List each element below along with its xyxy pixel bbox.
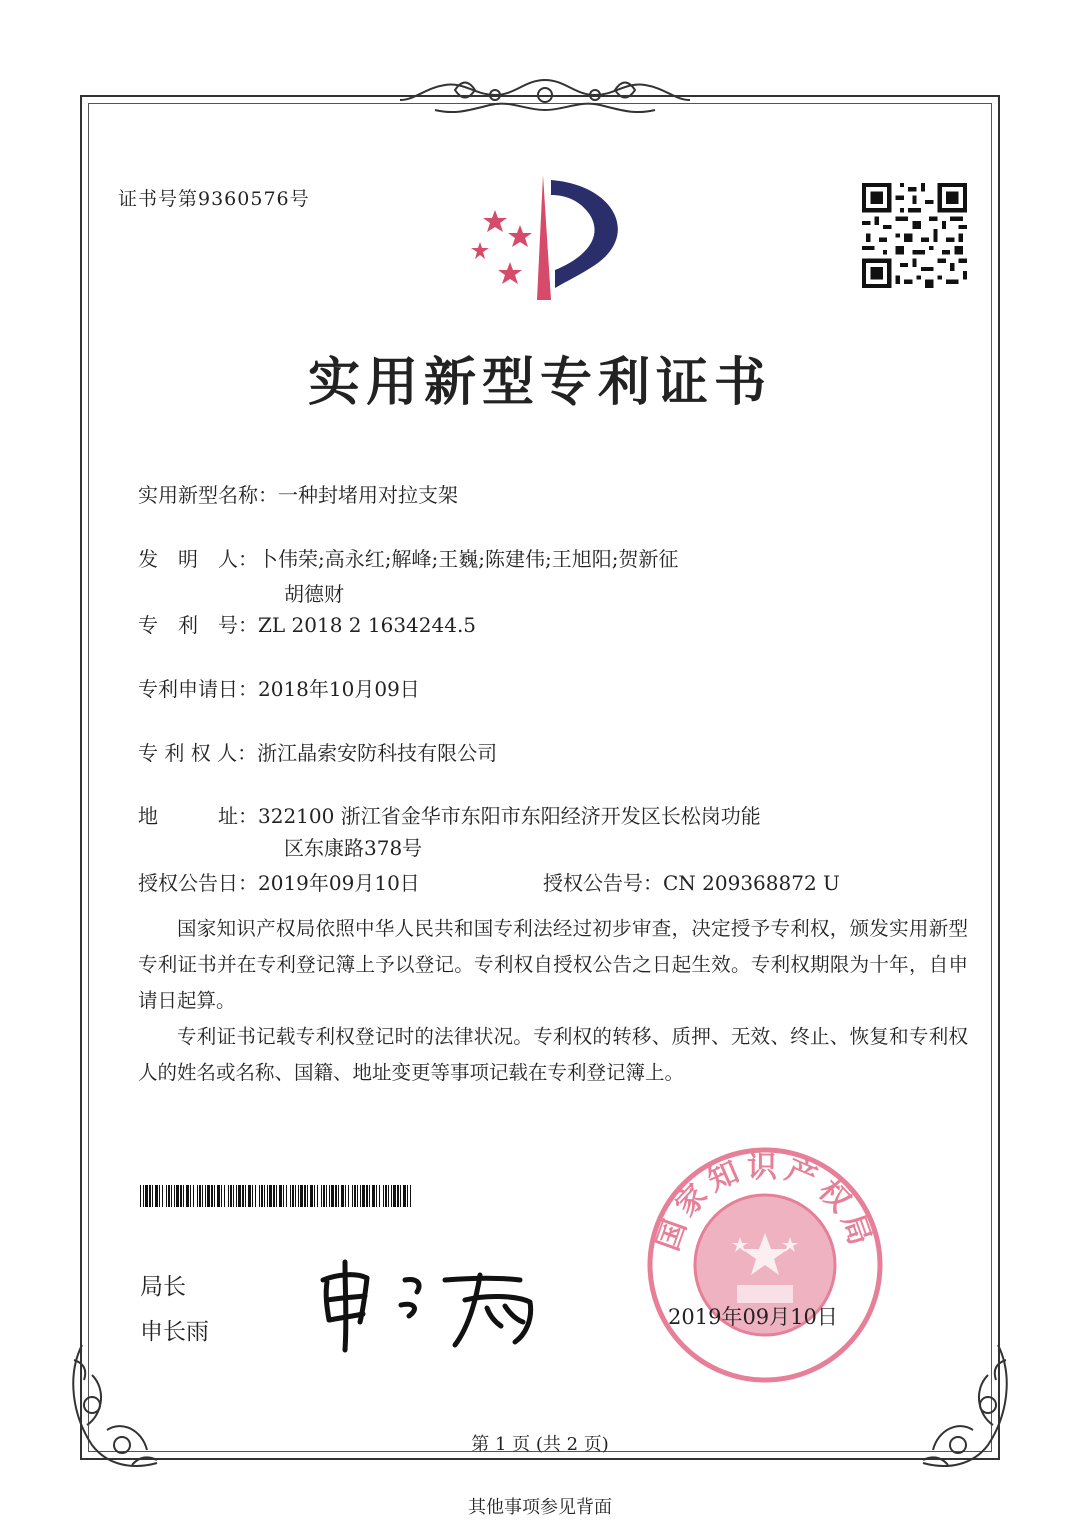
field-label: 专利申请日： <box>138 677 258 701</box>
field-label: 授权公告号： <box>543 871 663 895</box>
field-inventor-continued: 胡德财 <box>284 582 344 606</box>
field-patent-number <box>138 609 476 638</box>
page-number: 第 1 页 (共 2 页) <box>471 1434 609 1455</box>
field-value: CN 209368872 U <box>663 871 840 895</box>
seal-text: 国家知识产权局 <box>650 1150 880 1256</box>
barcode-icon <box>140 1185 415 1207</box>
top-ornament <box>395 70 695 125</box>
field-label: 发 明 人： <box>138 547 258 571</box>
field-value: 322100 浙江省金华市东阳市东阳经济开发区长松岗功能 <box>258 804 761 828</box>
field-utility-model-name <box>138 479 458 508</box>
seal-date: 2019年09月10日 <box>668 1305 838 1329</box>
field-value: ZL 2018 2 1634244.5 <box>258 613 477 637</box>
statement-paragraph: 专利证书记载专利权登记时的法律状况。专利权的转移、质押、无效、终止、恢复和专利权人的姓名或名称、国籍、地址变更等事项记载在专利登记簿上。 <box>138 1025 968 1084</box>
field-value: 2018年10月09日 <box>258 677 420 701</box>
field-value: 浙江晶索安防科技有限公司 <box>257 741 498 765</box>
field-application-date <box>138 673 420 702</box>
field-value: 2019年09月10日 <box>258 871 420 895</box>
field-label: 实用新型名称： <box>138 483 278 507</box>
certificate-title: 实用新型专利证书 <box>307 352 772 413</box>
field-patentee <box>138 737 497 766</box>
field-value: 卜伟荣;高永红;解峰;王巍;陈建伟;王旭阳;贺新征 <box>258 547 679 571</box>
director-signature <box>305 1250 555 1355</box>
director-title: 局长 <box>140 1274 186 1300</box>
certificate-number: 证书号第9360576号 <box>118 188 310 210</box>
director-name: 申长雨 <box>140 1319 209 1345</box>
statement-text <box>138 911 968 1091</box>
field-address-continued: 区东康路378号 <box>284 836 423 860</box>
field-inventor <box>138 543 678 572</box>
field-label: 地 址： <box>138 804 258 828</box>
field-address <box>138 800 761 829</box>
field-value: 一种封堵用对拉支架 <box>278 483 458 507</box>
official-seal-icon <box>645 1145 885 1385</box>
field-label: 授权公告日： <box>138 871 258 895</box>
field-label: 专 利 号： <box>138 613 258 637</box>
field-grant-number <box>543 867 840 896</box>
footer-note: 其他事项参见背面 <box>468 1497 612 1518</box>
cnipa-logo-icon <box>465 170 635 305</box>
statement-paragraph: 国家知识产权局依照中华人民共和国专利法经过初步审查，决定授予专利权，颁发实用新型专利证书并在专利登记簿上予以登记。专利权自授权公告之日起生效。专利权期限为十年，自申请日起算。 <box>138 917 968 1012</box>
field-grant-date <box>138 867 420 896</box>
qr-code-icon <box>862 183 967 288</box>
field-label: 专 利 权 人： <box>138 741 258 765</box>
